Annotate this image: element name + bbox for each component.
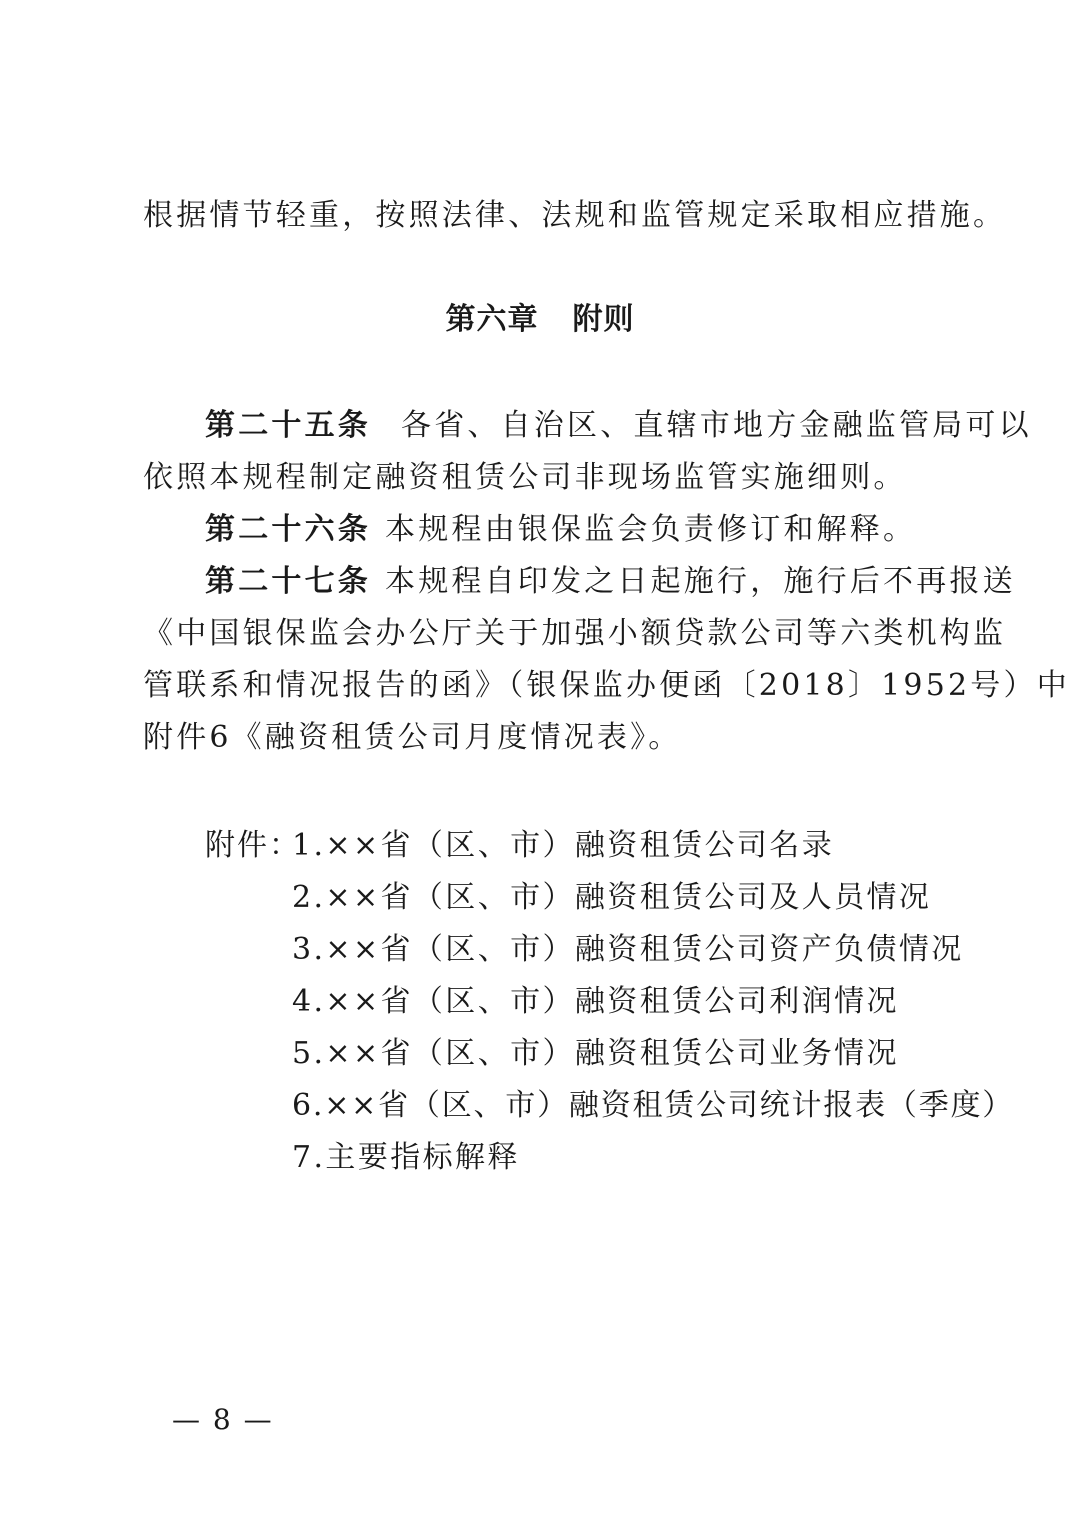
attachments-label: 附件： <box>205 828 301 863</box>
article-27-text-3: 管联系和情况报告的函》（银保监办便函〔2018〕1952号）中 <box>143 668 1070 703</box>
chapter-heading <box>0 300 1080 340</box>
article-25-number: 第二十五条 <box>205 408 371 443</box>
article-27-number: 第二十七条 <box>205 564 371 599</box>
attachment-item: 7.主要指标解释 <box>292 1140 520 1175</box>
chapter-number: 第六章 <box>445 302 539 337</box>
article-26 <box>205 510 916 550</box>
attachment-item: 3.××省（区、市）融资租赁公司资产负债情况 <box>292 932 964 967</box>
article-26-number: 第二十六条 <box>205 512 371 547</box>
intro-line: 根据情节轻重，按照法律、法规和监管规定采取相应措施。 <box>143 198 1007 233</box>
article-25-text-2: 依照本规程制定融资租赁公司非现场监管实施细则。 <box>143 460 907 495</box>
article-27-text-1: 本规程自印发之日起施行，施行后不再报送 <box>385 564 1016 599</box>
attachment-item: 4.××省（区、市）融资租赁公司利润情况 <box>292 984 899 1019</box>
article-27-text-2: 《中国银保监会办公厅关于加强小额贷款公司等六类机构监 <box>143 616 1007 651</box>
article-27-text-4: 附件6《融资租赁公司月度情况表》。 <box>143 720 682 755</box>
chapter-title: 附则 <box>572 302 635 337</box>
article-25 <box>205 406 1032 446</box>
attachment-item: 1.××省（区、市）融资租赁公司名录 <box>292 828 835 863</box>
attachment-item: 2.××省（区、市）融资租赁公司及人员情况 <box>292 880 932 915</box>
article-25-text-1: 各省、自治区、直辖市地方金融监管局可以 <box>401 408 1032 443</box>
attachment-item: 6.××省（区、市）融资租赁公司统计报表（季度） <box>292 1088 1015 1123</box>
article-26-text-1: 本规程由银保监会负责修订和解释。 <box>385 512 917 547</box>
page-number: — 8 — <box>172 1403 274 1436</box>
article-27 <box>205 562 1016 602</box>
attachment-item: 5.××省（区、市）融资租赁公司业务情况 <box>292 1036 899 1071</box>
